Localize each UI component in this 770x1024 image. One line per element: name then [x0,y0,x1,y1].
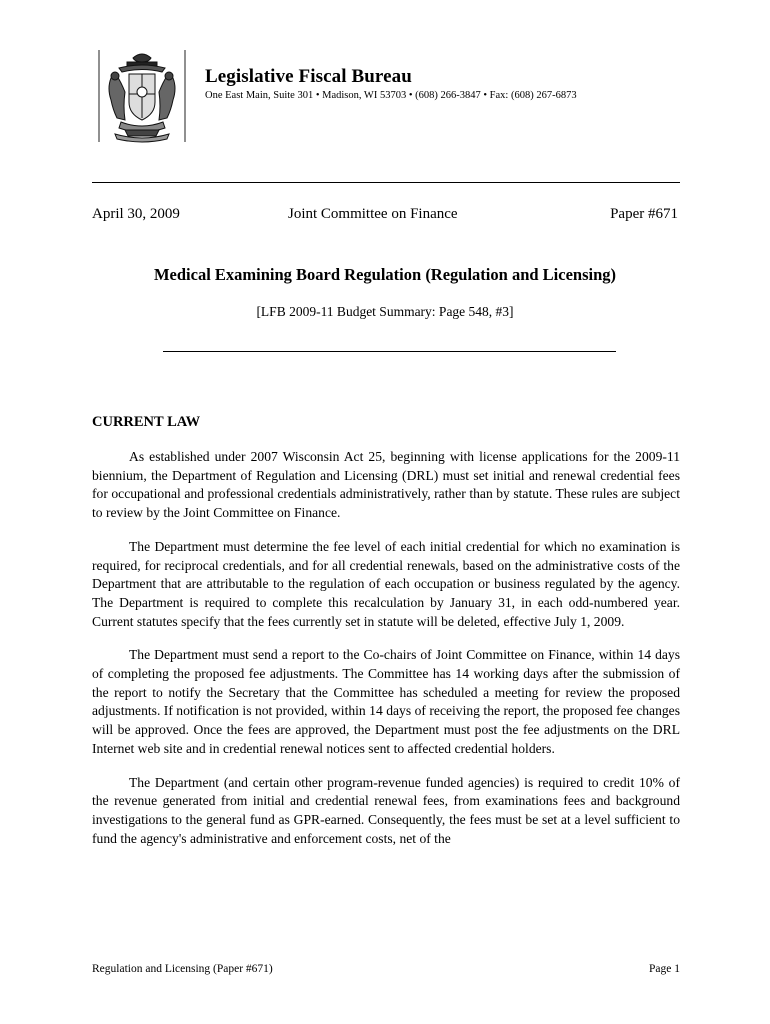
document-date: April 30, 2009 [92,206,180,222]
footer-page-number: Page 1 [649,963,680,975]
section-body [92,448,680,863]
title-divider [163,351,616,352]
organization-name: Legislative Fiscal Bureau [205,66,412,87]
committee-name: Joint Committee on Finance [288,206,458,222]
header-divider [92,182,680,183]
document-meta-row [92,206,678,223]
section-heading: CURRENT LAW [92,414,201,430]
document-title: Medical Examining Board Regulation (Regulation and Licensing) [153,265,617,284]
paper-number: Paper #671 [610,206,678,222]
footer-document-label: Regulation and Licensing (Paper #671) [92,963,273,975]
paragraph: The Department must send a report to the Co-chairs of Joint Committee on Finance, within 14 days of completing the proposed fee adjustments. The Committee has 14 working days after the submission of the report to notify the Secretary that the Committee has scheduled a meeting for review the proposed adjustments. If notification is not provided, within 14 days of receiving the report, the proposed fee changes will be approved. Once the fees are approved, the Department must post the fee adjustments on the DRL Internet web site and in credential renewal notices sent to affected credential holders. [92,647,680,756]
organization-address: One East Main, Suite 301 • Madison, WI 53703 • (608) 266-3847 • Fax: (608) 267-6873 [205,90,577,101]
paragraph: The Department (and certain other program-revenue funded agencies) is required to credit 10% of the revenue generated from initial and credential renewal fees, from examinations fees and background investigations to the general fund as GPR-earned. Consequently, the fees must be set at a level sufficient to fund the agency's administrative and enforcement costs, net of the [92,774,680,846]
budget-summary-reference: [LFB 2009-11 Budget Summary: Page 548, #3] [256,304,514,319]
paragraph: The Department must determine the fee level of each initial credential for which no examination is required, for reciprocal credentials, and for all credential renewals, based on the administrative costs of the Department that are attributable to the regulation of each occupation or business regulated by the agency. The Department is required to complete this recalculation by January 31, in each odd-numbered year. Current statutes specify that the fees currently set in statute will be deleted, effective July 1, 2009. [92,538,680,629]
paragraph: As established under 2007 Wisconsin Act 25, beginning with license applications for the 2009-11 biennium, the Department of Regulation and Licensing (DRL) must set initial and renewal credential fees for occupational and professional credentials administratively, rather than by statute. These rules are subject to review by the Joint Committee on Finance. [92,449,680,521]
state-seal-icon [97,48,187,144]
